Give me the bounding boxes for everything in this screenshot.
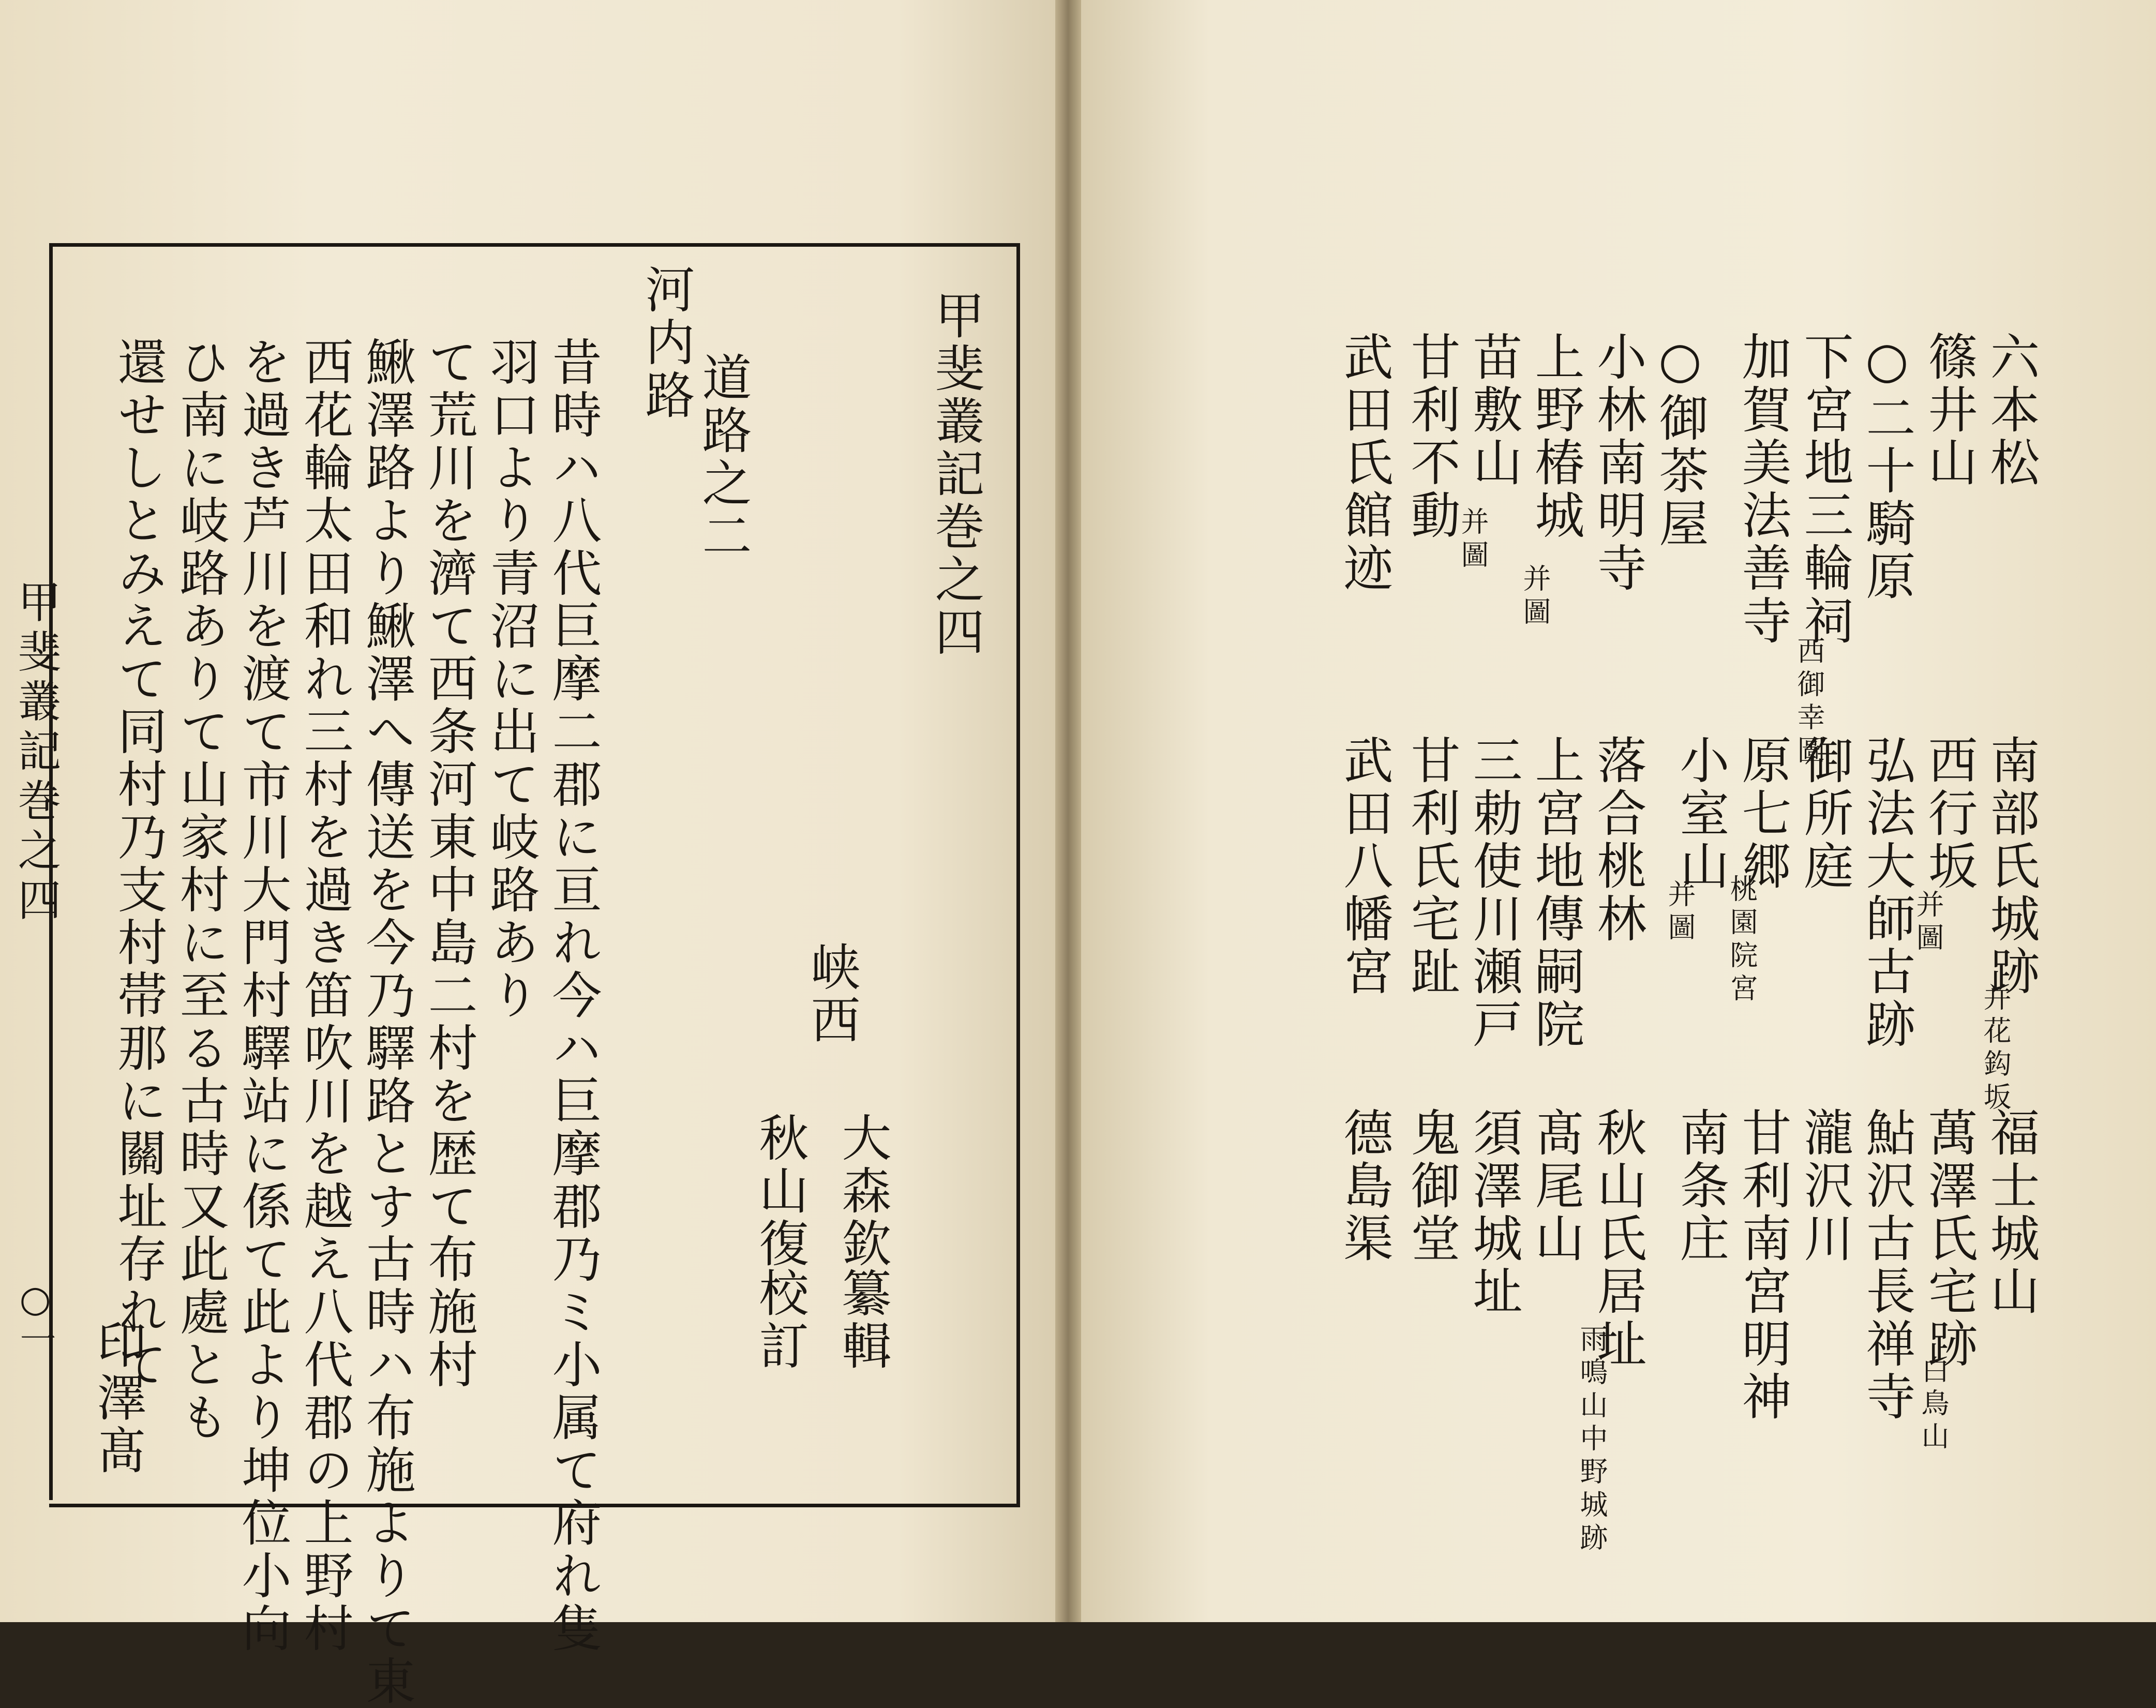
- chapter-title: 道路之二: [694, 352, 752, 563]
- entry: 落合桃林: [1589, 735, 1647, 946]
- entry: 苗敷山: [1465, 331, 1523, 489]
- entry: 甘利南宮明神: [1734, 1107, 1792, 1424]
- entry: 秋山氏居址: [1589, 1107, 1647, 1371]
- entry-note: 并圖: [1519, 564, 1551, 630]
- entry: 南条庄: [1672, 1107, 1730, 1265]
- entry-note: 并花鈎坂: [1979, 983, 2012, 1115]
- entry: 鬼御堂: [1403, 1107, 1461, 1265]
- entry: ○二十騎原: [1858, 331, 1916, 603]
- entry: 上宮地傳嗣院: [1527, 735, 1585, 1051]
- body-line: ひ南に岐路ありて山家村に至る古時又此處とも: [172, 336, 230, 1444]
- body-line: を過き芦川を渡て市川大門村驛站に係て此より坤位小向: [234, 336, 292, 1655]
- entry: 上野椿城: [1527, 331, 1585, 542]
- entry: 御所庭: [1796, 735, 1854, 893]
- entry-note: 并圖: [1912, 890, 1944, 956]
- entry: 篠井山: [1920, 331, 1978, 489]
- entry: 原七郷: [1734, 735, 1792, 893]
- entry: 西行坂: [1920, 735, 1978, 893]
- entry: 福士城山: [1982, 1107, 2040, 1318]
- entry: 德島渠: [1336, 1107, 1394, 1265]
- entry-note: 并圖: [1664, 879, 1696, 946]
- entry: 弘法大師古跡: [1858, 735, 1916, 1051]
- author-1: 大森欽: [834, 1112, 892, 1270]
- entry: 下宮地三輪祠: [1796, 331, 1854, 648]
- book-title: 甲斐叢記巻之四: [927, 290, 985, 659]
- body-line: 昔時ハ八代巨摩二郡に亘れ今ハ巨摩郡乃ミ小属て府れ隻: [544, 336, 602, 1655]
- entry: 須澤城址: [1465, 1107, 1523, 1318]
- section-title: 河内路: [637, 264, 695, 422]
- left-margin: [0, 243, 62, 1500]
- entry: 六本松: [1982, 331, 2040, 489]
- entry: 瀧沢川: [1796, 1107, 1854, 1265]
- body-line: 印澤髙: [89, 1319, 147, 1477]
- author-2-role: 校訂: [751, 1267, 809, 1373]
- body-line: 西花輪太田和れ三村を過き笛吹川を越え八代郡の上野村: [296, 336, 354, 1655]
- body-line: て荒川を濟て西条河東中島二村を歴て布施村: [420, 336, 478, 1391]
- author-2: 秋山復: [751, 1112, 809, 1270]
- entry-note: 白鳥山: [1917, 1355, 1950, 1455]
- gutter: [1055, 0, 1081, 1622]
- entry-note: 雨鳴山中野城跡: [1576, 1324, 1608, 1556]
- entry: 南部氏城跡: [1982, 735, 2040, 998]
- body-line: 還せしとみえて同村乃支村帯那に關址存れて: [110, 336, 168, 1391]
- entry: 加賀美法善寺: [1734, 331, 1792, 648]
- entry: 小室山: [1672, 735, 1730, 893]
- body-line: 羽口より青沼に出て岐路あり: [482, 336, 540, 1022]
- left-page: [0, 0, 1055, 1708]
- entry: 武田八幡宮: [1336, 735, 1394, 998]
- margin-title: 甲斐叢記巻之四: [11, 579, 62, 927]
- author-1-role: 纂輯: [834, 1267, 892, 1373]
- body-line: 鰍澤路より鰍澤へ傳送を今乃驛路とす古時ハ布施よりて東: [358, 336, 416, 1708]
- entry: 甘利氏宅趾: [1403, 735, 1461, 998]
- entry-note: 西御幸圖: [1793, 636, 1825, 769]
- entry-note: 桃園院宮: [1726, 874, 1758, 1007]
- entry: 甘利不動: [1403, 331, 1461, 542]
- entry: 萬澤氏宅跡: [1920, 1107, 1978, 1371]
- entry: 鮎沢古長禅寺: [1858, 1107, 1916, 1424]
- author-region: 峡西: [803, 941, 861, 1047]
- entry: 武田氏館迹: [1336, 331, 1394, 595]
- entry: 小林南明寺: [1589, 331, 1647, 595]
- page-number: ○一: [14, 1278, 56, 1356]
- entry: ○御茶屋: [1651, 331, 1709, 550]
- entry: 髙尾山: [1527, 1107, 1585, 1265]
- entry: 三勅使川瀬戸: [1465, 735, 1523, 1051]
- entry-note: 并圖: [1457, 507, 1489, 573]
